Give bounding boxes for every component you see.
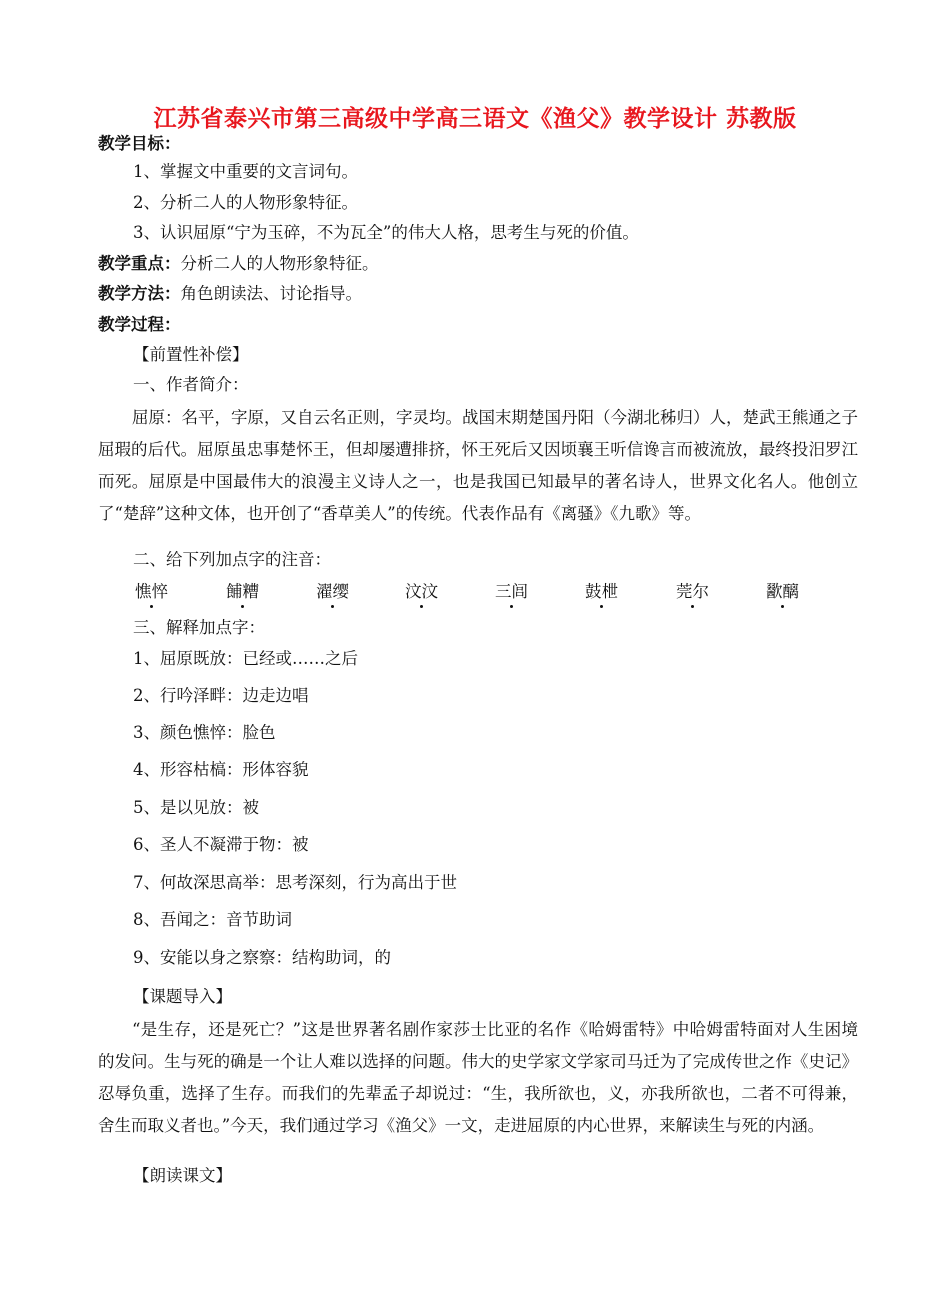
pinyin-word: 歠醨 [766, 578, 799, 602]
focus-text: 分析二人的人物形象特征。 [180, 254, 379, 273]
goal-item-3: 3、认识屈原“宁为玉碎，不为瓦全”的伟大人格，思考生与死的价值。 [133, 223, 639, 242]
pinyin-word-row [135, 578, 835, 608]
focus-line [98, 253, 379, 275]
explain-item: 4、形容枯槁：形体容貌 [133, 760, 309, 779]
explain-heading: 三、解释加点字： [133, 618, 265, 637]
method-text: 角色朗读法、讨论指导。 [180, 284, 362, 303]
explain-item: 9、安能以身之察察：结构助词，的 [133, 948, 391, 967]
pinyin-word: 三闾 [495, 578, 528, 602]
pinyin-word: 鼓枻 [585, 578, 618, 602]
method-line [98, 283, 362, 305]
explain-item: 3、颜色憔悴：脸色 [133, 723, 276, 742]
pinyin-word: 汶汶 [405, 578, 438, 602]
process-heading: 教学过程： [98, 315, 181, 334]
explain-item: 6、圣人不凝滞于物：被 [133, 835, 309, 854]
intro-paragraph: “是生存，还是死亡？”这是世界著名剧作家莎士比亚的名作《哈姆雷特》中哈姆雷特面对人生困境的发问。生与死的确是一个让人难以选择的问题。伟大的史学家文学家司马迁为了完成传世之作《史记》忍辱负重，选择了生存。而我们的先辈孟子却说过：“生，我所欲也，义，亦我所欲也，二者不可得兼，舍生而取义者也。”今天，我们通过学习《渔父》一文，走进屈原的内心世界，来解读生与死的内涵。 [98, 1020, 858, 1135]
pinyin-word: 憔悴 [135, 578, 168, 602]
author-paragraph: 屈原：名平，字原，又自云名正则，字灵均。战国末期楚国丹阳（今湖北秭归）人，楚武王熊通之子屈瑕的后代。屈原虽忠事楚怀王，但却屡遭排挤，怀王死后又因顷襄王听信谗言而被流放，最终投汨罗江而死。屈原是中国最伟大的浪漫主义诗人之一，也是我国已知最早的著名诗人，世界文化名人。他创立了“楚辞”这种文体，也开创了“香草美人”的传统。代表作品有《离骚》《九歌》等。 [98, 408, 858, 523]
explain-item: 1、屈原既放：已经或……之后 [133, 649, 358, 668]
explain-item: 2、行吟泽畔：边走边唱 [133, 686, 309, 705]
pinyin-word: 莞尔 [676, 578, 709, 602]
pinyin-word: 濯缨 [316, 578, 349, 602]
method-label: 教学方法： [98, 284, 181, 303]
goal-item-1: 1、掌握文中重要的文言词句。 [133, 162, 358, 181]
goals-heading: 教学目标： [98, 134, 181, 153]
intro-heading: 【课题导入】 [133, 987, 232, 1006]
document-title: 江苏省泰兴市第三高级中学高三语文《渔父》教学设计 苏教版 [153, 106, 797, 132]
goal-item-2: 2、分析二人的人物形象特征。 [133, 193, 358, 212]
section-pre-heading: 【前置性补偿】 [133, 345, 249, 364]
explain-item: 8、吾闻之：音节助词 [133, 910, 292, 929]
explain-item: 7、何故深思高举：思考深刻，行为高出于世 [133, 873, 457, 892]
focus-label: 教学重点： [98, 254, 181, 273]
pinyin-word: 餔糟 [226, 578, 259, 602]
explain-item: 5、是以见放：被 [133, 798, 259, 817]
author-heading: 一、作者简介： [133, 375, 249, 394]
pinyin-heading: 二、给下列加点字的注音： [133, 550, 331, 569]
reading-heading: 【朗读课文】 [133, 1166, 232, 1185]
